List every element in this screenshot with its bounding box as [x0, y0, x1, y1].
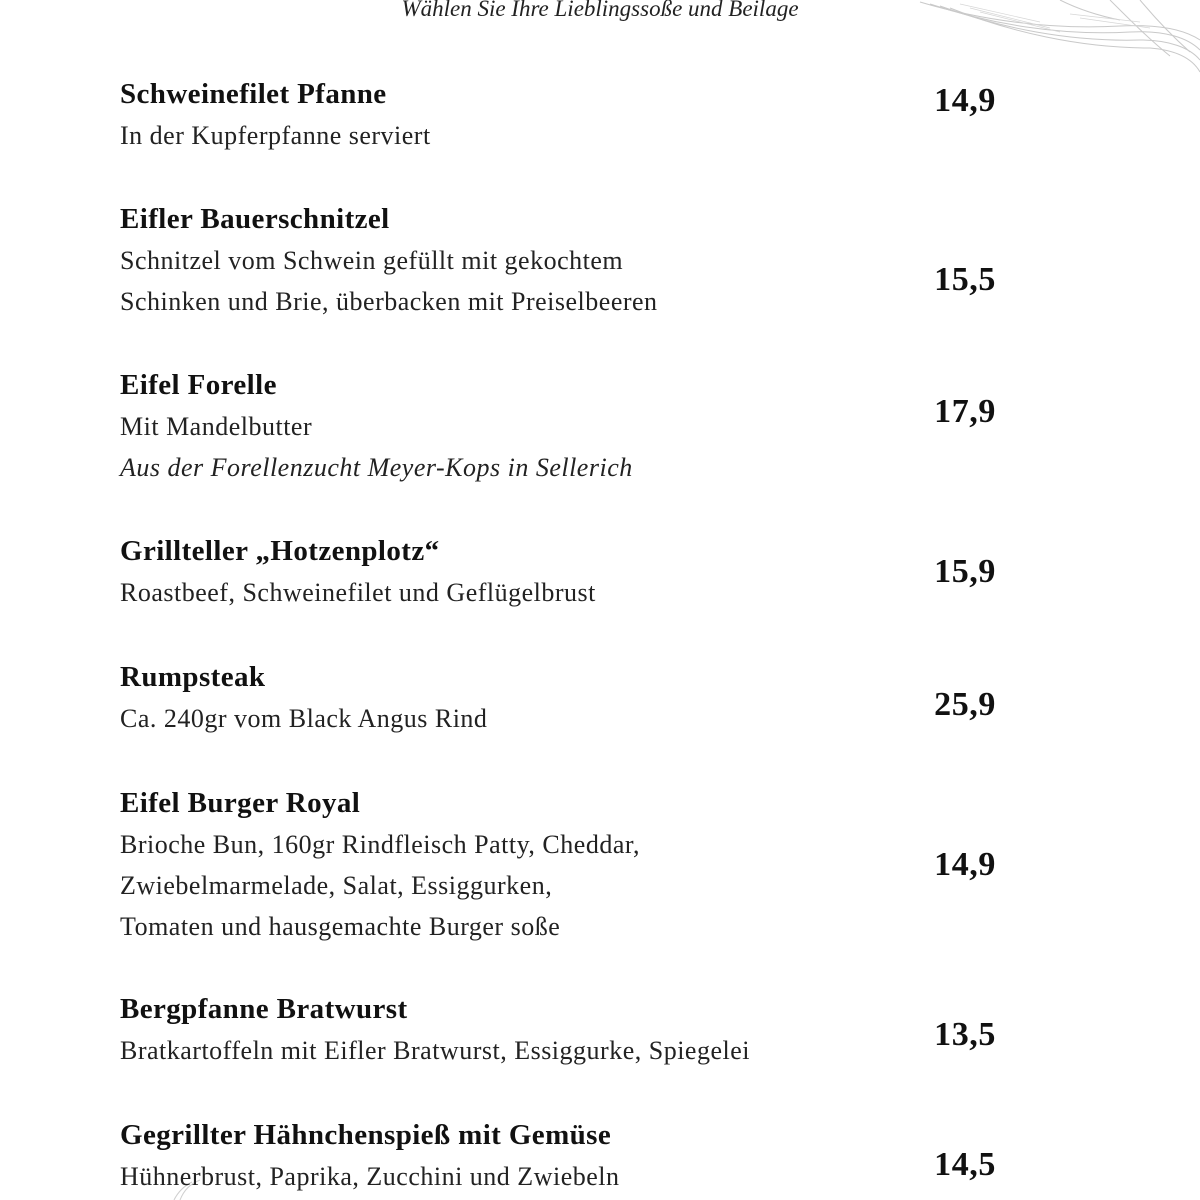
dish-price: 15,5: [934, 261, 996, 298]
dish-description-line: Roastbeef, Schweinefilet und Geflügelbrust: [120, 578, 596, 607]
dish-description-line: Schnitzel vom Schwein gefüllt mit gekochtem: [120, 246, 624, 275]
menu-item: [120, 368, 1020, 488]
dish-description-line: Schinken und Brie, überbacken mit Preiselbeeren: [120, 287, 658, 316]
dish-name: Eifler Bauerschnitzel: [120, 203, 390, 235]
dish-name: Rumpsteak: [120, 661, 266, 693]
menu-item: [120, 660, 1020, 739]
dish-price: 13,5: [934, 1016, 996, 1053]
dish-description-line: Ca. 240gr vom Black Angus Rind: [120, 704, 488, 733]
dish-description: [120, 1156, 1020, 1197]
menu-subtitle: Wählen Sie Ihre Lieblingssoße und Beilage: [401, 0, 799, 21]
dish-price: 14,9: [934, 846, 996, 883]
menu-item: [120, 534, 1020, 613]
dish-description-line: Tomaten und hausgemachte Burger soße: [120, 912, 561, 941]
menu-item: [120, 786, 1020, 947]
dish-price: 25,9: [934, 686, 996, 723]
menu-item: [120, 202, 1020, 322]
dish-name: Gegrillter Hähnchenspieß mit Gemüse: [120, 1119, 612, 1151]
dish-description: [120, 572, 1020, 613]
dish-price: 14,5: [934, 1146, 996, 1183]
dish-name: Eifel Forelle: [120, 369, 277, 401]
dish-description: [120, 824, 1020, 947]
dish-description-line: Zwiebelmarmelade, Salat, Essiggurken,: [120, 871, 553, 900]
dish-description-line: Bratkartoffeln mit Eifler Bratwurst, Essiggurke, Spiegelei: [120, 1036, 750, 1065]
dish-name: Eifel Burger Royal: [120, 787, 361, 819]
dish-name: Grillteller „Hotzenplotz“: [120, 535, 440, 567]
dish-name: Bergpfanne Bratwurst: [120, 993, 408, 1025]
dish-description-line: Mit Mandelbutter: [120, 412, 313, 441]
dish-price: 15,9: [934, 553, 996, 590]
dish-price: 14,9: [934, 82, 996, 119]
dish-name: Schweinefilet Pfanne: [120, 78, 387, 110]
dish-description: [120, 115, 1020, 156]
dish-price: 17,9: [934, 393, 996, 430]
dish-description-line: Brioche Bun, 160gr Rindfleisch Patty, Cheddar,: [120, 830, 640, 859]
dish-description: [120, 698, 1020, 739]
menu-item: [120, 1118, 1020, 1197]
dish-description-line: Hühnerbrust, Paprika, Zucchini und Zwiebeln: [120, 1162, 620, 1191]
dish-origin-note: Aus der Forellenzucht Meyer-Kops in Sellerich: [120, 453, 633, 482]
dish-description: [120, 406, 1020, 488]
menu-item: [120, 77, 1020, 156]
dish-description-line: In der Kupferpfanne serviert: [120, 121, 431, 150]
dish-description: [120, 1030, 1020, 1071]
dish-description: [120, 240, 1020, 322]
menu-item: [120, 992, 1020, 1071]
